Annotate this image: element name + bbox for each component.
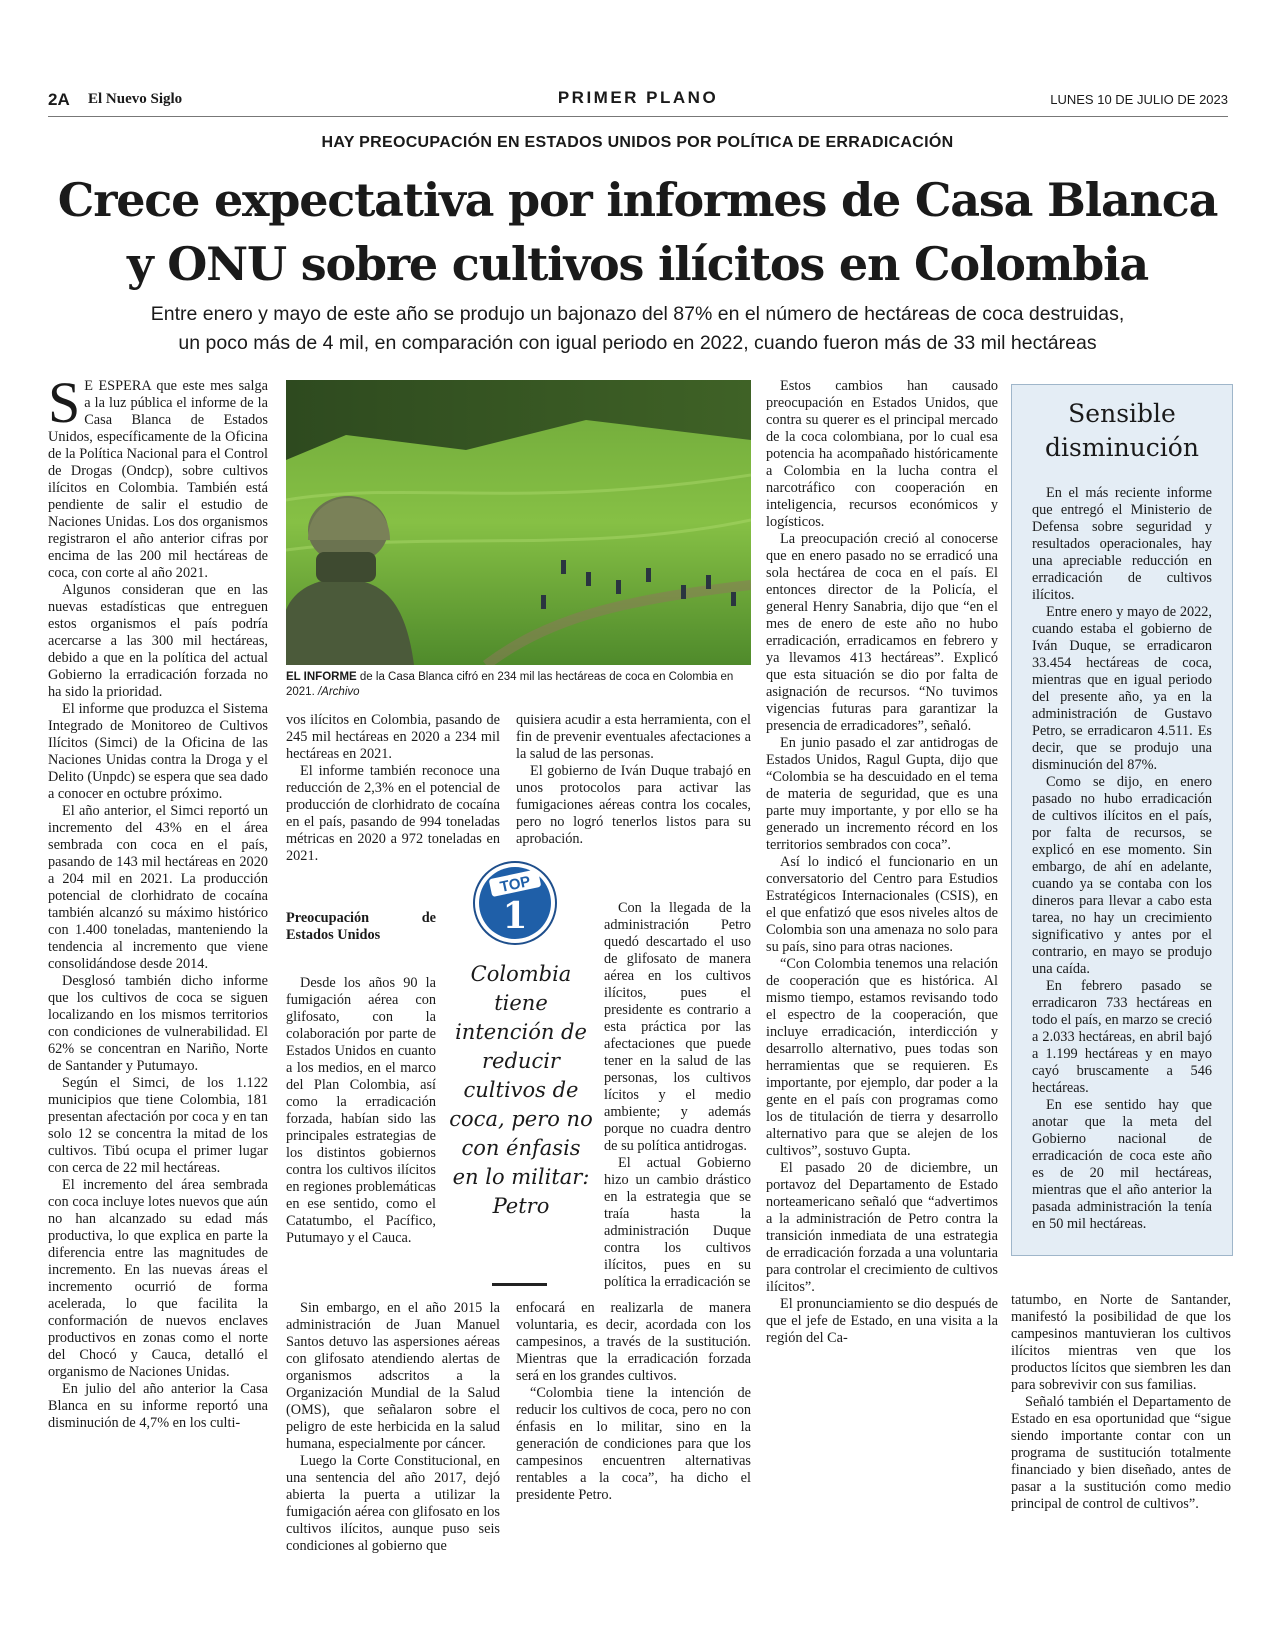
paragraph: En julio del año anterior la Casa Blanca en su informe reportó una disminución de 4,7% en los culti-: [48, 1381, 268, 1431]
paragraph: En el más reciente informe que entregó el Ministerio de Defensa sobre seguridad y resultados operacionales, hay una apreciable reducción en erradicación de cultivos ilícitos.: [1032, 485, 1212, 603]
paragraph: El incremento del área sembrada con coca incluye lotes nuevos que aún no han alcanzado su edad más productiva, lo que explica en parte la diferencia entre las magnitudes de incremento. En las nuevas áreas el incremento ocurrió de forma acelerada, lo que facilita la conformación de nuevos enclaves productivos en zonas como el norte del Chocó y Cauca, detalló el organismo de Naciones Unidas.: [48, 1177, 268, 1380]
paragraph: “Con Colombia tenemos una relación de cooperación que es histórica. Al mismo tiempo, estamos revisando todo el espectro de la cooperación, que incluye erradicación, interdicción y desarrollo alternativo, pues todas son herramientas que se requieren. Es importante, por ejemplo, dar poder a la gente en el país con programas como los de titulación de tierra y desarrollo alternativo para que se alejen de los cultivos”, sostuvo Gupta.: [766, 956, 998, 1159]
column-3-top: [516, 712, 751, 848]
newspaper-name: El Nuevo Siglo: [88, 91, 183, 107]
paragraph: El pasado 20 de diciembre, un portavoz del Departamento de Estado norteamericano señaló que “advertimos a la administración de Petro contra la transición inmediata de una estrategia de erradicación forzada a una voluntaria para controlar el crecimiento de cultivos ilícitos”.: [766, 1160, 998, 1295]
paragraph: Luego la Corte Constitucional, en una sentencia del año 2017, dejó abierta la puerta a utilizar la fumigación aérea con glifosato en los cultivos ilícitos, aunque puso seis condiciones al gobierno que: [286, 1453, 500, 1554]
page-header: [48, 90, 1228, 114]
paragraph: Desde los años 90 la fumigación aérea con glifosato, con la colaboración por parte de Estados Unidos en cuanto a los medios, en el marco del Plan Colombia, así como la erradicación forzada, habían sido las principales estrategias de los distintos gobiernos contra los cultivos ilícitos en regiones problemáticas en ese sentido, como el Catatumbo, el Pacífico, Putumayo y el Cauca.: [286, 975, 436, 1246]
top-badge-icon: [472, 860, 558, 946]
column-3-narrow: [604, 900, 751, 1291]
subhead: Preocupación de Estados Unidos: [286, 910, 436, 943]
caption-lead: EL INFORME: [286, 671, 357, 683]
paragraph: tatumbo, en Norte de Santander, manifestó la posibilidad de que los campesinos mantuvieran los cultivos ilícitos mientras ven que los productos lícitos que siembren les dan para sobrevivir con sus familias.: [1011, 1292, 1231, 1393]
paragraph: S E ESPERA que este mes salga a la luz pública el informe de la Casa Blanca de Estados Unidos, específicamente de la Oficina de la Política Nacional para el Control de Drogas (Ondcp), sobre cultivos ilícitos en Colombia. También está pendiente de salir el estudio de Naciones Unidas. Los dos organismos registraron el año anterior cifras por encima de las 200 mil hectáreas de coca, con corte al año 2021.: [48, 370, 268, 581]
paragraph: Desglosó también dicho informe que los cultivos de coca se siguen localizando en los mismos territorios con condiciones de vulnerabilidad. El 62% se concentran en Nariño, Norte de Santander y Putumayo.: [48, 973, 268, 1074]
paragraph: quisiera acudir a esta herramienta, con el fin de prevenir eventuales afectaciones a la salud de las personas.: [516, 712, 751, 762]
column-2: [286, 712, 500, 865]
paragraph: El gobierno de Iván Duque trabajó en unos protocolos para activar las fumigaciones aéreas contra los cocales, pero no logró tenerlos listos para su aprobación.: [516, 763, 751, 847]
caption-text: de la Casa Blanca cifró en 234 mil las hectáreas de coca en Colombia en 2021.: [286, 671, 734, 698]
column-3-bottom: [516, 1300, 751, 1504]
drop-cap: S: [48, 370, 81, 435]
paragraph: El año anterior, el Simci reportó un incremento del 43% en el área sembrada con coca en el país, pasando de 143 mil hectáreas en 2020 a 204 mil en 2021. La producción potencial de clorhidrato de cocaína también alcanzó su máximo histórico con 1.400 toneladas, manteniendo la tendencia al incremento que viene consolidándose desde 2014.: [48, 803, 268, 972]
header-rule: [48, 116, 1228, 117]
paragraph: Entre enero y mayo de 2022, cuando estaba el gobierno de Iván Duque, se erradicaron 33.454 hectáreas de coca, mientras que en igual periodo del presente año, ya en la administración de Gustavo Petro, se erradicaron 4.511. Es decir, que se produjo una disminución del 87%.: [1032, 604, 1212, 773]
headline: [0, 168, 1275, 296]
pull-quote-rule: [492, 1283, 547, 1286]
paragraph: vos ilícitos en Colombia, pasando de 245 mil hectáreas en 2020 a 234 mil hectáreas en 2021.: [286, 712, 500, 762]
top-1-badge: [472, 860, 558, 946]
photo-caption: [286, 670, 751, 700]
column-1: [48, 370, 268, 1432]
photo-credit: /Archivo: [314, 686, 360, 698]
paragraph: Sin embargo, en el año 2015 la administración de Juan Manuel Santos detuvo las aspersiones aéreas con glifosato atendiendo alertas de organismos adscritos a la Organización Mundial de la Salud (OMS), que señalaron sobre el peligro de este herbicida en la salud humana, especialmente por cáncer.: [286, 1300, 500, 1452]
page-number: 2A: [48, 90, 70, 109]
column-5: [1011, 1292, 1231, 1513]
paragraph: Algunos consideran que en las nuevas estadísticas que entreguen estos organismos el país podría acercarse a las 300 mil hectáreas, debido a que en la política del actual Gobierno la erradicación forzada no ha sido la prioridad.: [48, 582, 268, 700]
paragraph: El informe que produzca el Sistema Integrado de Monitoreo de Cultivos Ilícitos (Simci) de la Oficina de las Naciones Unidas contra la Droga y el Delito (Unpdc) se espera que sea dado a conocer en octubre próximo.: [48, 701, 268, 802]
paragraph: El informe también reconoce una reducción de 2,3% en el potencial de producción de clorhidrato de cocaína en el país, pasando de 994 toneladas métricas en 2020 a 972 toneladas en 2021.: [286, 763, 500, 864]
deck: [0, 300, 1275, 358]
headline-line-1: Crece expectativa por informes de Casa Blanca: [57, 173, 1218, 227]
deck-line-1: Entre enero y mayo de este año se produjo un bajonazo del 87% en el número de hectáreas de coca destruidas,: [150, 303, 1125, 325]
sidebar-title-line-1: Sensible: [1068, 399, 1176, 428]
headline-line-2: y ONU sobre cultivos ilícitos en Colombia: [126, 237, 1149, 291]
paragraph: Así lo indicó el funcionario en un conversatorio del Centro para Estudios Estratégicos Internacionales (CSIS), en el que enfatizó que esos niveles altos de Colombia son una amenaza no solo para su país, sino para otras naciones.: [766, 854, 998, 955]
issue-date: LUNES 10 DE JULIO DE 2023: [1050, 92, 1228, 107]
section-title: PRIMER PLANO: [557, 88, 719, 107]
paragraph: La preocupación creció al conocerse que en enero pasado no se erradicó una sola hectárea de coca en el país. El entonces director de la Policía, el general Henry Sanabria, dijo que “en el mes de enero de este año no hubo erradicación, erradicamos en febrero y ya llevamos 413 hectáreas”. Explicó que esta situación se dio por falta de asignación de recursos. “No tuvimos vigencias futuras para garantizar la presencia de erradicadores”, señaló.: [766, 531, 998, 734]
paragraph: Según el Simci, de los 1.122 municipios que tiene Colombia, 181 presentan afectación por coca y en tan solo 12 se concentra la mitad de los cultivos. Tibú ocupa el primer lugar con cerca de 22 mil hectáreas.: [48, 1075, 268, 1176]
paragraph: “Colombia tiene la intención de reducir los cultivos de coca, pero no con énfasis en lo militar, sino en la generación de condiciones para que los campesinos encuentren alternativas rentables a la coca”, ha dicho el presidente Petro.: [516, 1385, 751, 1503]
paragraph: Estos cambios han causado preocupación en Estados Unidos, que contra su querer es el principal mercado de la coca colombiana, por lo cual esa potencia ha acompañado históricamente a Colombia en la lucha contra el narcotráfico con cooperación en inteligencia, recursos económicos y logísticos.: [766, 378, 998, 530]
paragraph: enfocará en realizarla de manera voluntaria, es decir, acordada con los campesinos, a través de la sustitución. Mientras que la erradicación forzada será en los grandes cultivos.: [516, 1300, 751, 1384]
pull-quote: Colombia tiene intención de reducir cultivos de coca, pero no con énfasis en lo militar: Petro: [449, 962, 593, 1218]
sidebar-title-line-2: disminución: [1045, 433, 1199, 462]
sidebar-box: [1011, 384, 1233, 1256]
coca-field-soldier-image: [286, 380, 751, 665]
badge-number: 1: [502, 895, 528, 937]
paragraph: Señaló también el Departamento de Estado en esa oportunidad que “sigue siendo importante contar con un programa de sustitución totalmente financiado y bien diseñado, antes de pasar a la sustitución como medio principal de control de cultivos”.: [1011, 1394, 1231, 1512]
article-photo: [286, 380, 751, 665]
sidebar-body: [1032, 485, 1212, 1233]
column-2-narrow: [286, 975, 436, 1247]
paragraph: Con la llegada de la administración Petro quedó descartado el uso de glifosato de manera aérea en los cultivos ilícitos, pues el presidente es contrario a esta práctica por las afectaciones que puede tener en la salud de las personas, los cultivos lícitos y el medio ambiente; y además porque no cuadra dentro de su política antidrogas.: [604, 900, 751, 1154]
badge-top-label: TOP: [498, 872, 533, 896]
paragraph: En ese sentido hay que anotar que la meta del Gobierno nacional de erradicación de coca este año es de 20 mil hectáreas, mientras que el año anterior la pasada administración la tenía en 50 mil hectáreas.: [1032, 1097, 1212, 1232]
paragraph: El actual Gobierno hizo un cambio drástico en la estrategia que se traía hasta la administración Duque contra los cultivos ilícitos, pues en su política la erradicación se: [604, 1155, 751, 1290]
sidebar-title: [1012, 397, 1232, 465]
column-2-bottom: [286, 1300, 500, 1555]
column-4: [766, 378, 998, 1347]
paragraph: El pronunciamiento se dio después de que el jefe de Estado, en una visita a la región del Ca-: [766, 1296, 998, 1346]
deck-line-2: un poco más de 4 mil, en comparación con igual periodo en 2022, cuando fueron más de 33 mil hectáreas: [178, 332, 1097, 354]
kicker: HAY PREOCUPACIÓN EN ESTADOS UNIDOS POR POLÍTICA DE ERRADICACIÓN: [321, 134, 954, 151]
paragraph: En febrero pasado se erradicaron 733 hectáreas en todo el país, en marzo se creció a 2.033 hectáreas, en abril bajó a 1.199 hectáreas y en mayo cayó bruscamente a 546 hectáreas.: [1032, 978, 1212, 1096]
paragraph: En junio pasado el zar antidrogas de Estados Unidos, Ragul Gupta, dijo que “Colombia se ha descuidado en el tema de materia de seguridad, que es una parte muy importante, y por ello se ha generado un incremento récord en los territorios sembrados con coca”.: [766, 735, 998, 853]
paragraph: Como se dijo, en enero pasado no hubo erradicación de cultivos ilícitos en el país, por falta de recursos, se explicó en ese momento. Sin embargo, de ahí en adelante, cuando ya se contaba con los dineros para llevar a cabo esta tarea, no hay un crecimiento significativo y antes por el contrario, en mayo se produjo una caída.: [1032, 774, 1212, 977]
column-2-subhead-block: [286, 910, 436, 944]
